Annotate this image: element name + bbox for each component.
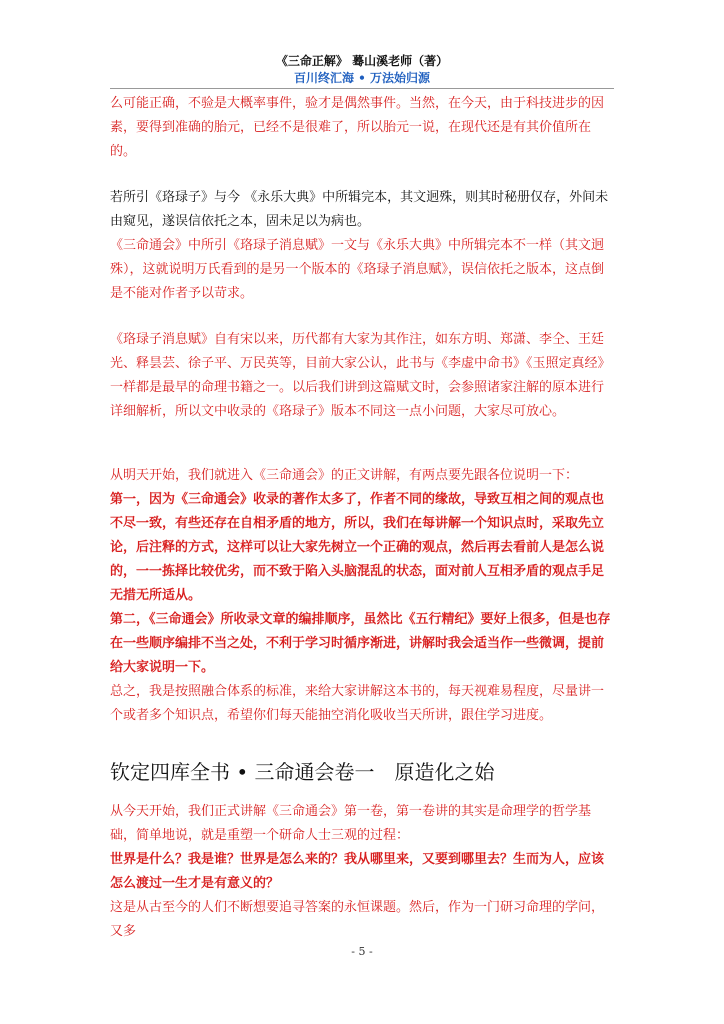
paragraph-7: 第二，《三命通会》所收录文章的编排顺序，虽然比《五行精纪》要好上很多，但是也存在一些顺序编排不当之处，不利于学习时循序渐进，讲解时我会适当作一些微调，提前给大家说明一下。 [110,612,611,675]
book-motto: 百川终汇海 • 万法始归源 [293,71,431,85]
paragraph-10: 世界是什么？我是谁？世界是怎么来的？我从哪里来，又要到哪里去？生而为人，应该怎么渡过一生才是有意义的？ [110,852,605,891]
page-number: - 5 - [351,945,373,958]
header-divider [110,88,614,89]
paragraph-1: 么可能正确，不验是大概率事件，验才是偶然事件。当然，在今天，由于科技进步的因素，要得到准确的胎元，已经不是很难了，所以胎元一说，在现代还是有其价值所在的。 [110,96,605,159]
paragraph-2: 若所引《珞琭子》与今 《永乐大典》中所辑完本，其文迥殊，则其时秘册仅存，外间未由窥见，遂误信依托之本，固未足以为病也。 [110,190,609,229]
paragraph-3: 《三命通会》中所引《珞琭子消息赋》一文与《永乐大典》中所辑完本不一样（其文迥殊），这就说明万氏看到的是另一个版本的《珞琭子消息赋》，误信依托之版本，这点倒是不能对作者予以苛求。 [110,238,605,301]
paragraph-5: 从明天开始，我们就进入《三命通会》的正文讲解，有两点要先跟各位说明一下： [110,468,579,483]
section-heading: 钦定四库全书 • 三命通会卷一 原造化之始 [110,760,495,784]
paragraph-4: 《珞琭子消息赋》自有宋以来，历代都有大家为其作注，如东方明、郑潇、李仝、王廷光、释昙芸、徐子平、万民英等，目前大家公认，此书与《李虚中命书》《玉照定真经》一样都是最早的命理书籍之一。以后我们讲到这篇赋文时，会参照诸家注解的原本进行详细解析，所以文中收录的《珞琭子》版本不同这一点小问题，大家尽可放心。 [110,332,611,419]
paragraph-6: 第一，因为《三命通会》收录的著作太多了，作者不同的缘故，导致互相之间的观点也不尽一致，有些还存在自相矛盾的地方，所以，我们在每讲解一个知识点时，采取先立论，后注释的方式，这样可以让大家先树立一个正确的观点，然后再去看前人是怎么说的，一一拣择比较优劣，而不致于陷入头脑混乱的状态，面对前人互相矛盾的观点手足无措无所适从。 [110,492,605,603]
paragraph-8: 总之，我是按照融合体系的标准，来给大家讲解这本书的，每天视难易程度，尽量讲一个或者多个知识点，希望你们每天能抽空消化吸收当天所讲，跟住学习进度。 [110,684,605,723]
book-title: 《三命正解》 蓦山溪老师（著） [275,54,449,68]
paragraph-11: 这是从古至今的人们不断想要追寻答案的永恒课题。然后，作为一门研习命理的学问，又多 [110,900,605,939]
page-content [110,92,616,944]
paragraph-9: 从今天开始，我们正式讲解《三命通会》第一卷，第一卷讲的其实是命理学的哲学基础，简单地说，就是重塑一个研命人士三观的过程： [110,804,592,843]
